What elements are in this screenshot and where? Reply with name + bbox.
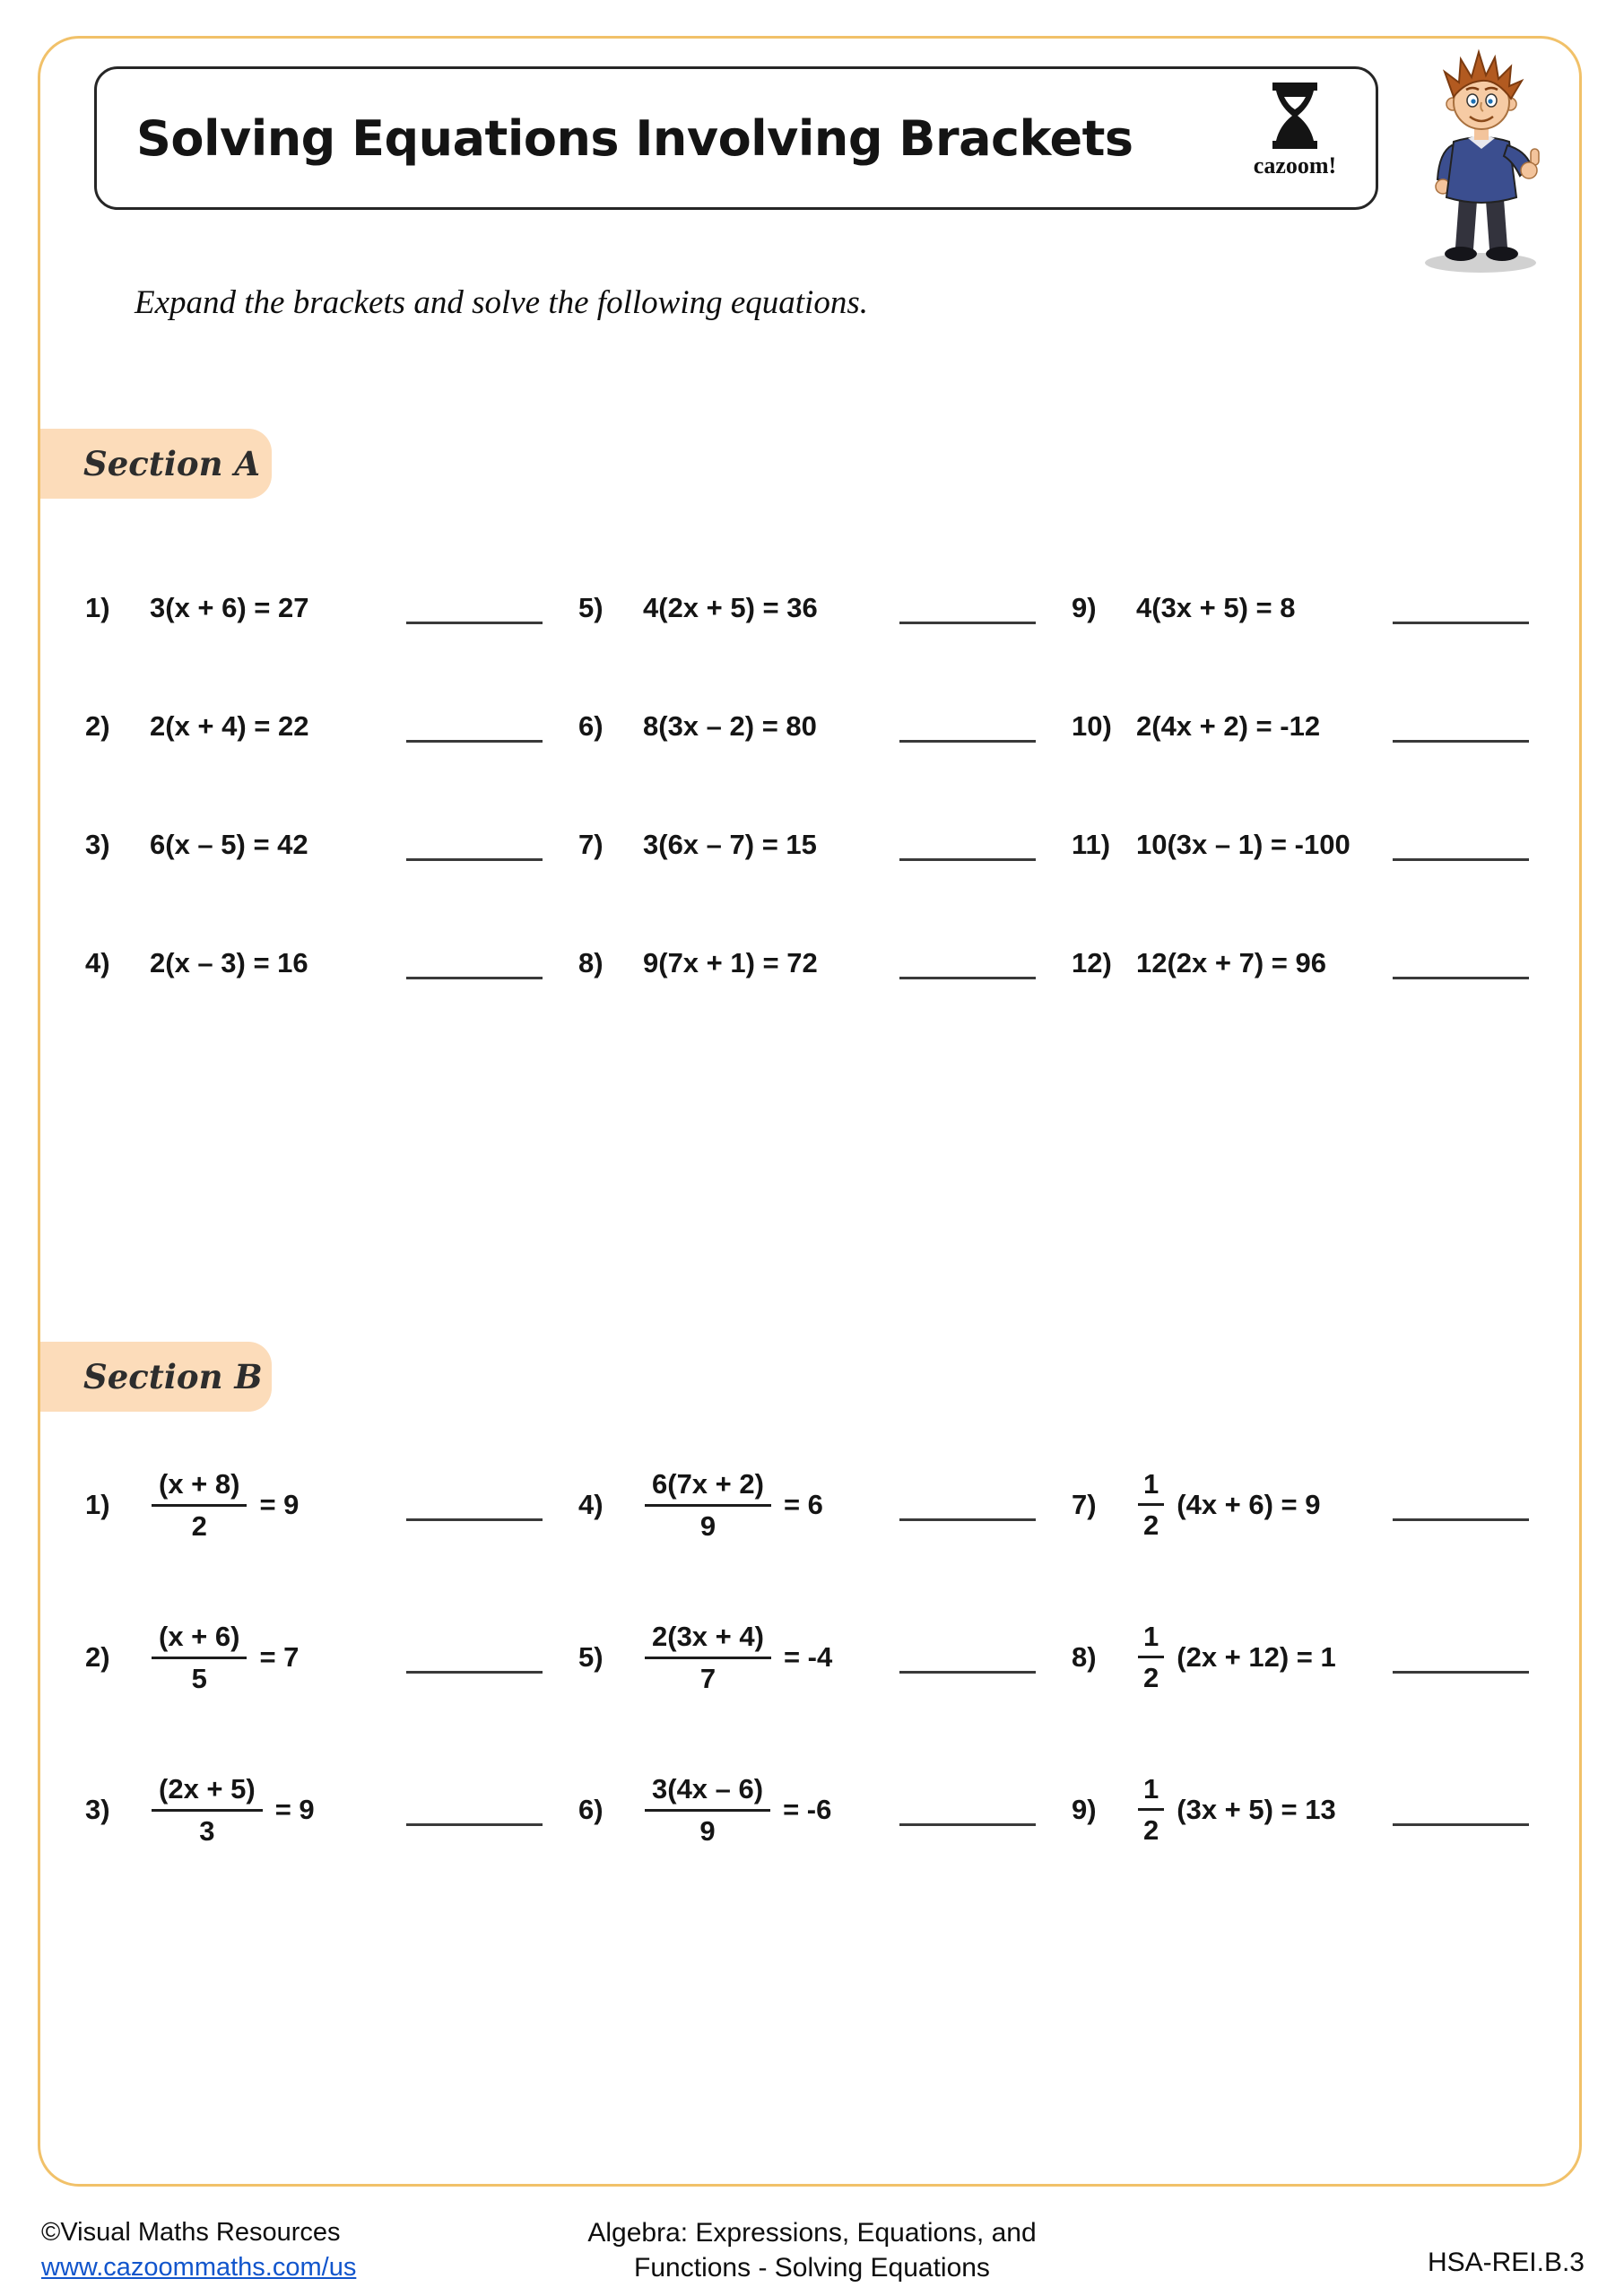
- equation-text: 9(7x + 1) = 72: [643, 947, 818, 978]
- equation-rest: = -4: [783, 1641, 833, 1673]
- fraction: [1138, 1621, 1164, 1694]
- fraction-numerator: (x + 6): [152, 1621, 247, 1659]
- item-number: 4): [578, 1489, 604, 1520]
- item-number: 9): [1072, 592, 1097, 623]
- fraction-equation-item: [1072, 1462, 1565, 1548]
- equation-rest: (3x + 5) = 13: [1177, 1794, 1336, 1825]
- fraction: [1138, 1468, 1164, 1542]
- section-a-equations: [85, 592, 1565, 979]
- answer-blank[interactable]: [899, 947, 1036, 979]
- section-b-tab: [40, 1342, 272, 1412]
- fraction-equation-item: [578, 1614, 1072, 1700]
- equation-item: [85, 710, 578, 743]
- item-number: 4): [85, 947, 110, 978]
- equation-item: [85, 829, 578, 861]
- instruction-text: Expand the brackets and solve the following equations.: [135, 284, 868, 321]
- equation-rest: = 9: [259, 1489, 300, 1520]
- cazoom-logo: [1234, 80, 1356, 200]
- fraction: [152, 1621, 247, 1695]
- fraction-equation-item: [578, 1767, 1072, 1853]
- equation-rest: (4x + 6) = 9: [1177, 1489, 1321, 1520]
- fraction: [645, 1773, 770, 1848]
- fraction-denominator: 9: [699, 1509, 716, 1542]
- equation-item: [1072, 829, 1565, 861]
- equation-text: 10(3x – 1) = -100: [1136, 829, 1350, 860]
- item-number: 8): [578, 947, 604, 978]
- fraction-denominator: 2: [1143, 1814, 1159, 1846]
- item-number: 2): [85, 710, 110, 742]
- equation-text: 2(x + 4) = 22: [150, 710, 309, 742]
- hourglass-logo-icon: [1255, 80, 1335, 156]
- section-b-label: Section B: [83, 1357, 263, 1396]
- fraction-equation-item: [85, 1614, 578, 1700]
- equation-text: 2(x – 3) = 16: [150, 947, 308, 978]
- item-number: 11): [1072, 829, 1111, 860]
- equation-item: [578, 710, 1072, 743]
- item-number: 6): [578, 710, 604, 742]
- item-number: 6): [578, 1794, 604, 1825]
- footer-topic: [587, 2215, 1036, 2285]
- fraction-equation-item: [1072, 1767, 1565, 1853]
- fraction: [645, 1621, 771, 1695]
- topic-line-2: Functions - Solving Equations: [634, 2253, 990, 2283]
- section-a-tab: [40, 429, 272, 499]
- equation-text: 3(x + 6) = 27: [150, 592, 309, 623]
- answer-blank[interactable]: [1393, 1794, 1529, 1826]
- equation-item: [1072, 592, 1565, 624]
- item-number: 8): [1072, 1641, 1097, 1673]
- footer-left: [41, 2215, 356, 2285]
- answer-blank[interactable]: [899, 829, 1036, 861]
- fraction-numerator: (2x + 5): [152, 1773, 263, 1812]
- answer-blank[interactable]: [406, 947, 543, 979]
- equation-text: 3(6x – 7) = 15: [643, 829, 817, 860]
- fraction-numerator: 3(4x – 6): [645, 1773, 770, 1812]
- fraction-numerator: 2(3x + 4): [645, 1621, 771, 1659]
- fraction-numerator: 1: [1138, 1773, 1164, 1811]
- item-number: 3): [85, 829, 110, 860]
- answer-blank[interactable]: [1393, 710, 1529, 743]
- worksheet-header: [94, 66, 1378, 210]
- item-number: 5): [578, 592, 604, 623]
- fraction-denominator: 7: [699, 1662, 716, 1694]
- equation-item: [578, 592, 1072, 624]
- answer-blank[interactable]: [899, 710, 1036, 743]
- answer-blank[interactable]: [1393, 592, 1529, 624]
- mascot-boy-illustration: [1397, 45, 1569, 278]
- section-a-label: Section A: [83, 444, 261, 483]
- fraction: [645, 1468, 771, 1543]
- answer-blank[interactable]: [406, 710, 543, 743]
- answer-blank[interactable]: [899, 1489, 1036, 1521]
- equation-item: [85, 947, 578, 979]
- item-number: 7): [578, 829, 604, 860]
- fraction-numerator: (x + 8): [152, 1468, 247, 1507]
- website-link[interactable]: www.cazoommaths.com/us: [41, 2253, 357, 2283]
- fraction-numerator: 1: [1138, 1468, 1164, 1506]
- logo-wordmark: cazoom!: [1253, 152, 1337, 178]
- fraction-denominator: 2: [191, 1509, 207, 1542]
- answer-blank[interactable]: [406, 829, 543, 861]
- equation-rest: = -6: [783, 1794, 832, 1825]
- equation-item: [578, 947, 1072, 979]
- answer-blank[interactable]: [406, 592, 543, 624]
- equation-rest: = 6: [783, 1489, 823, 1520]
- item-number: 2): [85, 1641, 110, 1673]
- equation-text: 4(3x + 5) = 8: [1136, 592, 1296, 623]
- equation-item: [1072, 947, 1565, 979]
- copyright-text: ©Visual Maths Resources: [41, 2218, 341, 2247]
- item-number: 9): [1072, 1794, 1097, 1825]
- equation-rest: = 9: [274, 1794, 315, 1825]
- standard-code: HSA-REI.B.3: [1427, 2248, 1585, 2277]
- item-number: 3): [85, 1794, 110, 1825]
- answer-blank[interactable]: [406, 1794, 543, 1826]
- fraction: [152, 1773, 263, 1848]
- fraction: [1138, 1773, 1164, 1847]
- equation-rest: (2x + 12) = 1: [1177, 1641, 1336, 1673]
- answer-blank[interactable]: [406, 1489, 543, 1521]
- fraction-equation-item: [1072, 1614, 1565, 1700]
- fraction-equation-item: [85, 1462, 578, 1548]
- item-number: 10): [1072, 710, 1112, 742]
- item-number: 1): [85, 592, 110, 623]
- answer-blank[interactable]: [899, 1794, 1036, 1826]
- topic-line-1: Algebra: Expressions, Equations, and: [587, 2218, 1037, 2248]
- answer-blank[interactable]: [1393, 947, 1529, 979]
- item-number: 7): [1072, 1489, 1097, 1520]
- answer-blank[interactable]: [899, 592, 1036, 624]
- fraction: [152, 1468, 247, 1543]
- answer-blank[interactable]: [899, 1641, 1036, 1674]
- answer-blank[interactable]: [1393, 829, 1529, 861]
- answer-blank[interactable]: [1393, 1489, 1529, 1521]
- item-number: 1): [85, 1489, 110, 1520]
- fraction-equation-item: [85, 1767, 578, 1853]
- page-title: Solving Equations Involving Brackets: [136, 109, 1133, 167]
- equation-rest: = 7: [259, 1641, 300, 1673]
- fraction-numerator: 1: [1138, 1621, 1164, 1658]
- equation-text: 12(2x + 7) = 96: [1136, 947, 1326, 978]
- answer-blank[interactable]: [406, 1641, 543, 1674]
- answer-blank[interactable]: [1393, 1641, 1529, 1674]
- equation-text: 4(2x + 5) = 36: [643, 592, 818, 623]
- fraction-numerator: 6(7x + 2): [645, 1468, 771, 1507]
- equation-text: 6(x – 5) = 42: [150, 829, 308, 860]
- equation-item: [85, 592, 578, 624]
- section-b-equations: [85, 1462, 1565, 1853]
- equation-item: [1072, 710, 1565, 743]
- fraction-denominator: 2: [1143, 1662, 1159, 1693]
- fraction-denominator: 2: [1143, 1509, 1159, 1541]
- equation-text: 2(4x + 2) = -12: [1136, 710, 1321, 742]
- fraction-denominator: 5: [191, 1662, 207, 1694]
- equation-text: 8(3x – 2) = 80: [643, 710, 817, 742]
- item-number: 12): [1072, 947, 1112, 978]
- worksheet-border: [38, 36, 1582, 2187]
- item-number: 5): [578, 1641, 604, 1673]
- fraction-equation-item: [578, 1462, 1072, 1548]
- fraction-denominator: 9: [699, 1814, 716, 1847]
- equation-item: [578, 829, 1072, 861]
- fraction-denominator: 3: [199, 1814, 215, 1847]
